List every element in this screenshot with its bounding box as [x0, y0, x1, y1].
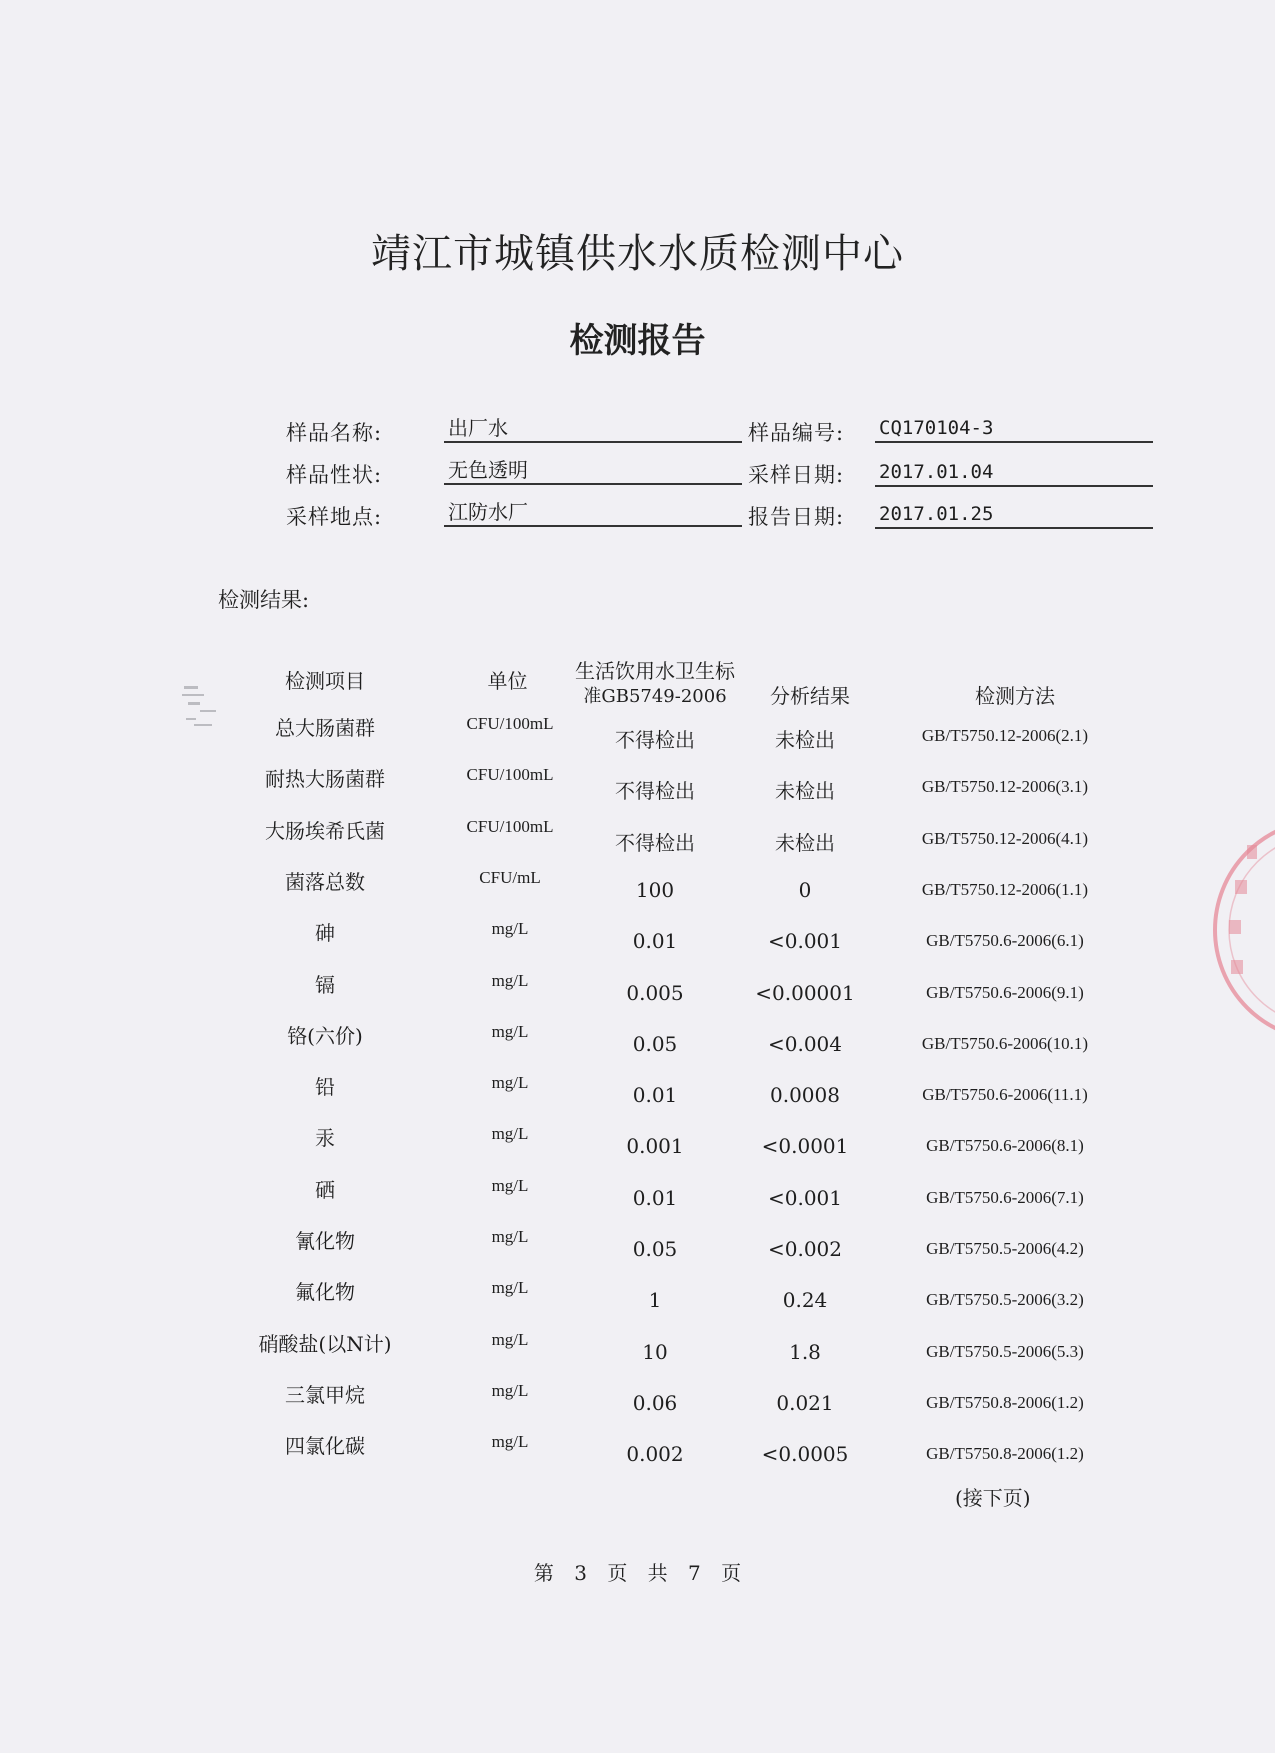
cell-test-method: GB/T5750.5-2006(4.2)	[926, 1239, 1084, 1258]
cell-item-name: 耐热大肠菌群	[265, 767, 385, 792]
cell-test-method: GB/T5750.12-2006(4.1)	[921, 828, 1089, 848]
cell-test-method: GB/T5750.12-2006(2.1)	[921, 726, 1089, 745]
cell-analysis-result: 0	[798, 877, 812, 902]
cell-analysis-result: 0.0008	[770, 1083, 840, 1108]
sample-number-value: CQ170104-3	[875, 413, 1153, 443]
cell-standard-limit: 0.002	[626, 1442, 684, 1467]
cell-unit: mg/L	[491, 1073, 529, 1093]
cell-analysis-result: <0.0001	[761, 1134, 849, 1159]
cell-unit: mg/L	[491, 919, 529, 939]
cell-test-method: GB/T5750.8-2006(1.2)	[926, 1392, 1084, 1412]
report-date-value: 2017.01.25	[875, 499, 1153, 529]
sample-property-label: 样品性状:	[286, 463, 383, 487]
cell-standard-limit: 0.05	[632, 1237, 678, 1261]
cell-analysis-result: <0.0005	[761, 1442, 849, 1467]
cell-item-name: 三氯甲烷	[285, 1382, 365, 1407]
cell-unit: mg/L	[491, 1329, 529, 1349]
cell-unit: mg/L	[491, 970, 529, 990]
cell-unit: CFU/100mL	[466, 714, 554, 733]
cell-analysis-result: 0.021	[776, 1390, 834, 1415]
cell-unit: mg/L	[491, 1278, 529, 1298]
cell-item-name: 铬(六价)	[287, 1023, 363, 1048]
cell-analysis-result: <0.00001	[755, 980, 855, 1005]
sample-property-value: 无色透明	[444, 455, 742, 485]
cell-item-name: 硒	[315, 1177, 335, 1202]
continue-note: (接下页)	[955, 1486, 1031, 1510]
cell-standard-limit: 100	[635, 877, 675, 902]
cell-test-method: GB/T5750.5-2006(5.3)	[926, 1341, 1084, 1361]
cell-standard-limit: 1	[648, 1288, 662, 1313]
column-header-standard-line1: 生活饮用水卫生标	[575, 659, 735, 683]
cell-unit: mg/L	[491, 1432, 529, 1452]
page-number: 第 3 页 共 7 页	[533, 1561, 742, 1585]
cell-test-method: GB/T5750.6-2006(10.1)	[921, 1033, 1089, 1053]
column-header-method: 检测方法	[975, 684, 1055, 708]
cell-analysis-result: 1.8	[789, 1339, 821, 1364]
column-header-standard	[555, 658, 755, 710]
scan-smudge	[180, 680, 240, 740]
cell-test-method: GB/T5750.6-2006(8.1)	[926, 1136, 1084, 1156]
cell-analysis-result: <0.001	[767, 1185, 842, 1210]
report-title: 检测报告	[569, 321, 706, 361]
sampling-location-label: 采样地点:	[286, 505, 383, 529]
cell-item-name: 总大肠菌群	[275, 716, 375, 740]
cell-standard-limit: 0.01	[632, 1185, 678, 1210]
cell-standard-limit: 0.001	[626, 1134, 684, 1159]
cell-analysis-result: 未检出	[775, 728, 835, 752]
cell-item-name: 镉	[315, 972, 335, 997]
cell-item-name: 菌落总数	[285, 869, 365, 894]
sampling-date-label: 采样日期:	[748, 463, 845, 487]
organization-title: 靖江市城镇供水水质检测中心	[371, 231, 904, 277]
sample-number-label: 样品编号:	[748, 421, 845, 445]
cell-test-method: GB/T5750.6-2006(11.1)	[922, 1085, 1088, 1105]
cell-standard-limit: 不得检出	[615, 830, 695, 855]
column-header-unit: 单位	[487, 669, 528, 693]
cell-unit: CFU/100mL	[466, 765, 554, 785]
cell-standard-limit: 不得检出	[615, 728, 695, 752]
cell-item-name: 四氯化碳	[285, 1434, 365, 1459]
sampling-location-value: 江防水厂	[444, 497, 742, 527]
sampling-date-value: 2017.01.04	[875, 457, 1153, 487]
cell-unit: mg/L	[491, 1021, 529, 1041]
cell-unit: mg/L	[491, 1380, 529, 1400]
cell-item-name: 汞	[315, 1126, 335, 1151]
cell-test-method: GB/T5750.6-2006(7.1)	[926, 1187, 1084, 1207]
cell-test-method: GB/T5750.12-2006(3.1)	[921, 777, 1089, 797]
cell-item-name: 氰化物	[295, 1229, 355, 1253]
cell-analysis-result: <0.001	[767, 929, 842, 954]
sample-name-value: 出厂水	[444, 413, 742, 443]
cell-test-method: GB/T5750.5-2006(3.2)	[926, 1290, 1084, 1310]
cell-analysis-result: <0.004	[767, 1031, 842, 1056]
report-date-label: 报告日期:	[748, 505, 845, 529]
cell-unit: CFU/100mL	[466, 816, 554, 836]
sample-name-label: 样品名称:	[286, 421, 383, 445]
cell-standard-limit: 0.05	[632, 1031, 678, 1056]
cell-item-name: 大肠埃希氏菌	[265, 818, 385, 843]
cell-unit: mg/L	[491, 1124, 529, 1144]
column-header-standard-line2: 准GB5749-2006	[583, 686, 727, 707]
column-header-result: 分析结果	[770, 684, 850, 708]
results-heading: 检测结果:	[218, 588, 310, 612]
cell-analysis-result: 未检出	[775, 779, 835, 804]
cell-item-name: 硝酸盐(以N计)	[258, 1331, 392, 1356]
cell-test-method: GB/T5750.8-2006(1.2)	[926, 1444, 1084, 1464]
official-seal	[1205, 805, 1275, 1055]
cell-item-name: 铅	[315, 1075, 335, 1100]
cell-unit: mg/L	[491, 1227, 529, 1246]
cell-standard-limit: 0.01	[632, 929, 678, 954]
cell-test-method: GB/T5750.6-2006(9.1)	[926, 982, 1084, 1002]
cell-standard-limit: 10	[642, 1339, 668, 1364]
cell-item-name: 砷	[315, 921, 335, 946]
cell-standard-limit: 0.06	[632, 1390, 678, 1415]
cell-item-name: 氟化物	[295, 1280, 355, 1305]
cell-unit: mg/L	[491, 1175, 529, 1195]
cell-standard-limit: 不得检出	[615, 779, 695, 804]
cell-standard-limit: 0.01	[632, 1083, 678, 1108]
cell-test-method: GB/T5750.12-2006(1.1)	[921, 879, 1089, 899]
cell-test-method: GB/T5750.6-2006(6.1)	[926, 931, 1084, 951]
cell-standard-limit: 0.005	[626, 980, 684, 1005]
column-header-item: 检测项目	[285, 669, 365, 693]
cell-unit: CFU/mL	[479, 867, 541, 887]
cell-analysis-result: 未检出	[775, 830, 835, 855]
cell-analysis-result: 0.24	[782, 1288, 828, 1313]
cell-analysis-result: <0.002	[767, 1237, 842, 1261]
